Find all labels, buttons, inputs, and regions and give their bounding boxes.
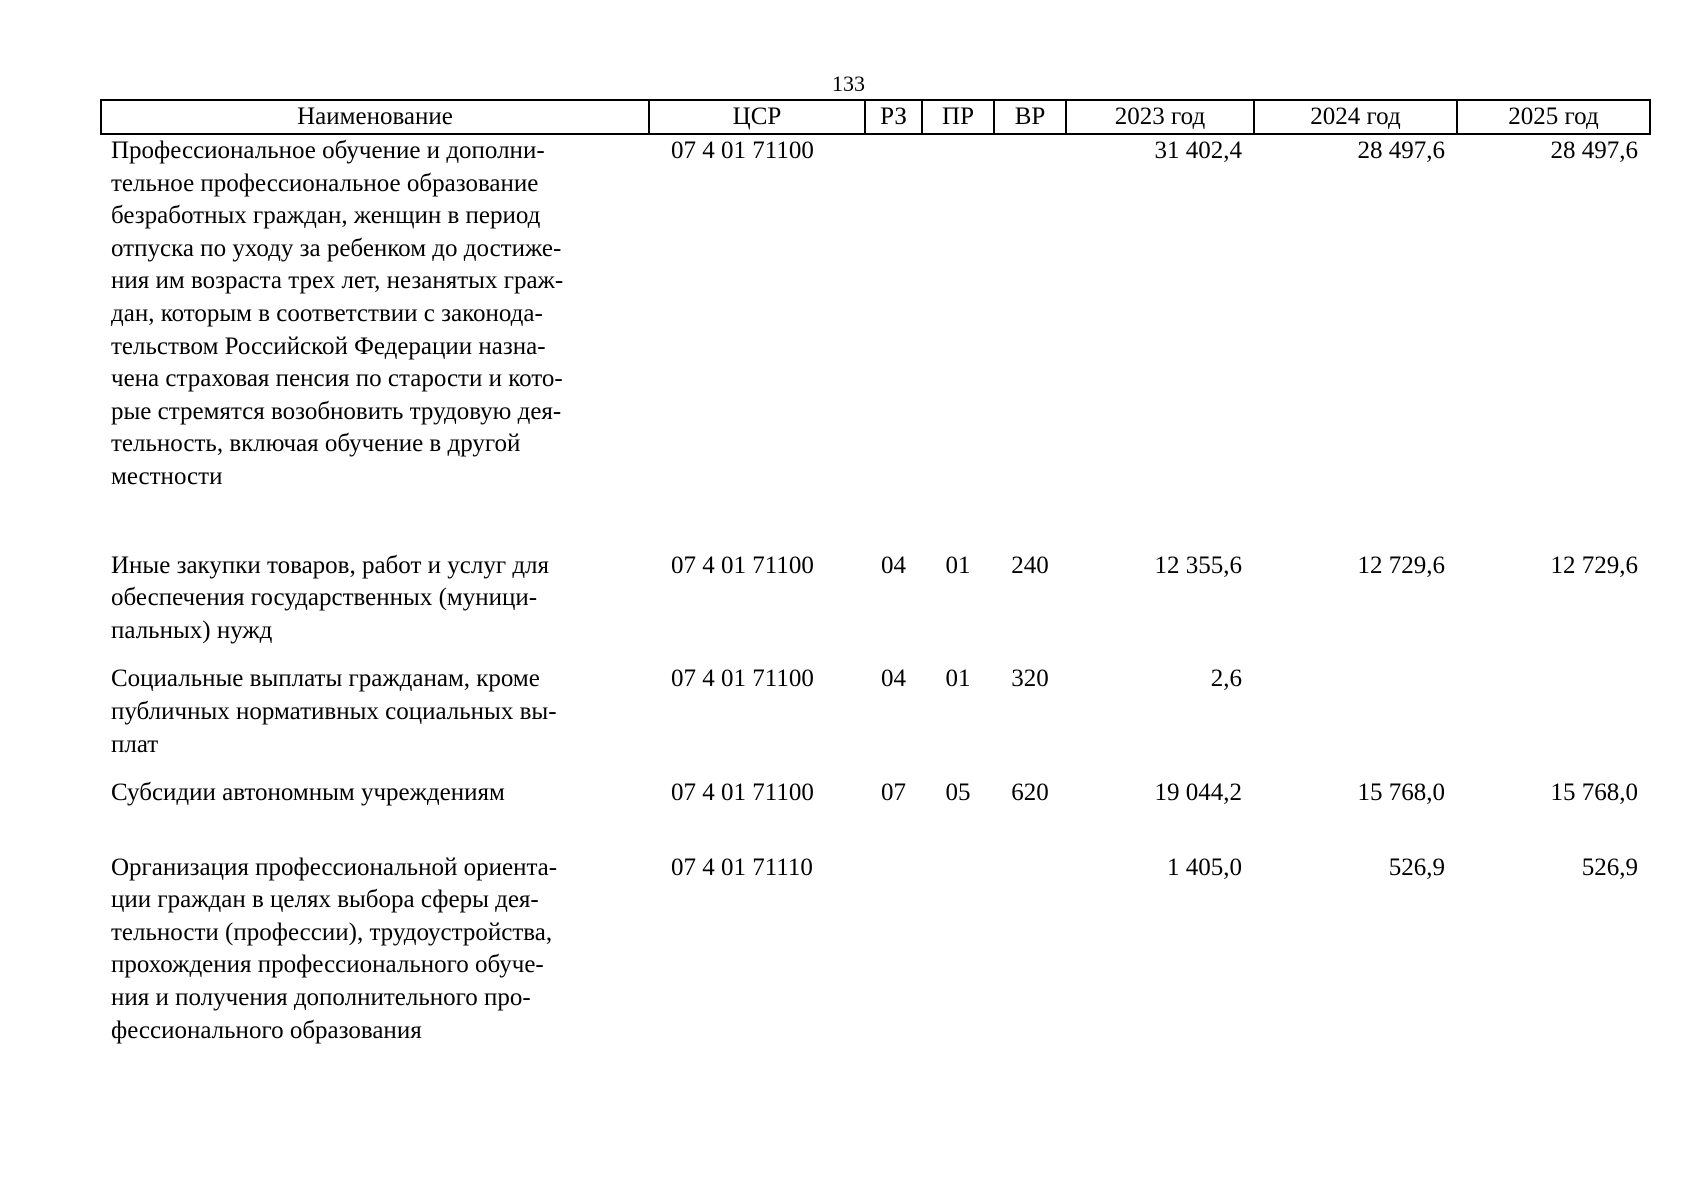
name-line: фессионального образования [111,1016,422,1044]
name-line: отпуска по уходу за ребенком до достиже- [111,234,562,262]
row-pr-cell [922,852,994,1048]
row-2023-cell: 1 405,0 [1167,853,1242,881]
row-2023-cell: 19 044,2 [1154,779,1242,807]
name-line: обеспечения государственных (муници- [111,584,538,612]
row-2024-cell: 15 768,0 [1357,779,1445,807]
name-line: пальных) нужд [111,616,273,644]
row-2025-cell: 526,9 [1581,853,1638,881]
row-name-cell [101,663,649,777]
name-line: тельности (профессии), трудоустройства, [111,918,553,946]
table-row [101,134,1650,550]
row-pr-cell: 01 [945,665,971,693]
table-row [101,852,1650,1048]
row-csr-cell: 07 4 01 71110 [671,853,813,881]
row-2023-cell: 2,6 [1210,665,1242,693]
row-name-cell [101,134,649,550]
row-2023-cell: 31 402,4 [1154,137,1242,164]
name-line: Социальные выплаты гражданам, кроме [111,665,540,693]
row-2025-cell: 12 729,6 [1550,551,1638,579]
row-csr-cell: 07 4 01 71100 [671,137,814,164]
budget-table-container [100,99,1649,1047]
header-year-2024: 2024 год [1254,100,1457,134]
name-line: ции граждан в целях выбора сферы дея- [111,886,539,914]
row-2024-cell: 12 729,6 [1357,551,1445,579]
name-line: тельное профессиональное образование [111,169,539,197]
row-vr-cell: 240 [1011,551,1049,579]
row-2025-cell: 28 497,6 [1550,137,1638,164]
name-line: дан, которым в соответствии с законода- [111,299,543,327]
row-name-cell [101,852,649,1048]
row-csr-cell: 07 4 01 71100 [671,665,814,693]
row-rz-cell [865,852,922,1048]
table-row [101,663,1650,777]
budget-table [100,99,1651,1047]
name-line: ния им возраста трех лет, незанятых граж- [111,267,564,295]
name-line: публичных нормативных социальных вы- [111,697,557,725]
header-name: Наименование [101,100,649,134]
row-pr-cell: 01 [945,551,971,579]
row-2025-cell: 15 768,0 [1550,779,1638,807]
row-2024-cell: 28 497,6 [1357,137,1445,164]
table-header-row [101,100,1650,134]
row-2024-cell [1254,663,1457,777]
name-line: рые стремятся возобновить трудовую дея- [111,397,562,425]
name-line: ния и получения дополнительного про- [111,984,531,1012]
name-line: безработных граждан, женщин в период [111,202,541,230]
table-row [101,777,1650,852]
row-name-cell [101,550,649,664]
header-rz: РЗ [865,100,922,134]
name-line: тельством Российской Федерации назна- [111,332,546,360]
name-line: тельность, включая обучение в другой [111,430,521,458]
header-vr: ВР [994,100,1066,134]
page-number: 133 [832,71,865,96]
name-line: Организация профессиональной ориента- [111,853,558,881]
header-year-2025: 2025 год [1457,100,1650,134]
name-line: прохождения профессионального обуче- [111,951,544,979]
name-line: Субсидии автономным учреждениям [111,779,505,807]
row-2023-cell: 12 355,6 [1154,551,1242,579]
row-rz-cell: 04 [881,665,906,693]
row-vr-cell [994,852,1066,1048]
row-rz-cell: 04 [881,551,906,579]
name-line: Профессиональное обучение и дополни- [111,137,545,164]
row-2024-cell: 526,9 [1388,853,1445,881]
row-name-cell [101,777,649,852]
row-vr-cell: 620 [1011,779,1049,807]
name-line: Иные закупки товаров, работ и услуг для [111,551,550,579]
header-pr: ПР [922,100,994,134]
row-pr-cell [922,134,994,550]
row-csr-cell: 07 4 01 71100 [671,779,814,807]
row-rz-cell: 07 [881,779,906,807]
table-row [101,550,1650,664]
name-line: местности [111,462,223,490]
row-rz-cell [865,134,922,550]
header-year-2023: 2023 год [1066,100,1254,134]
row-vr-cell: 320 [1011,665,1049,693]
header-csr: ЦСР [649,100,865,134]
name-line: плат [111,730,159,758]
row-vr-cell [994,134,1066,550]
row-pr-cell: 05 [945,779,971,807]
row-csr-cell: 07 4 01 71100 [671,551,814,579]
name-line: чена страховая пенсия по старости и кото- [111,365,563,393]
row-2025-cell [1457,663,1650,777]
